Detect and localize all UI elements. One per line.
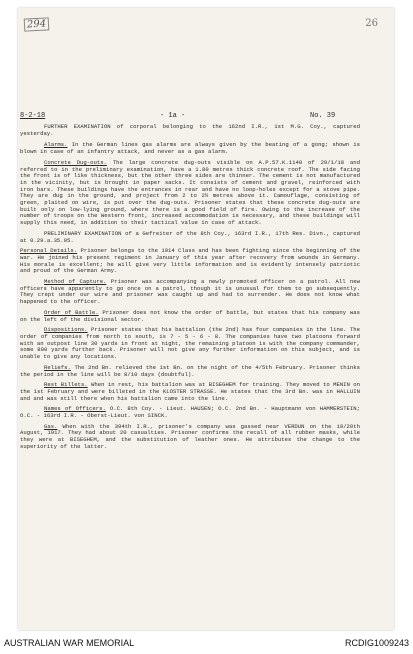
section-heading: Names of Officers.: [44, 405, 106, 413]
section-text: Prisoner does not know the order of battle, but states that his company was on the left of the divisional sector.: [20, 308, 360, 323]
archive-name: AUSTRALIAN WAR MEMORIAL: [4, 638, 135, 648]
section-method-of-capture: [20, 279, 360, 306]
section-heading: Reliefs.: [44, 363, 71, 371]
section-rest-billets: [20, 382, 360, 402]
section-text: The large concrete dug-outs visible on A.P.57.K.1140 of 29/1/18 and referred to in the preliminary examination, have a 1.80 metres thick concrete roof. The side facing the front is of like thickness, but the other three sides are thinner. The cement is not manufactured in the vicinity, but is brought in paper sacks. It consists of cement and gravel, reinforced with iron bars. These buildings have the entrances in rear and have no loop-holes except for a stove pipe. They are dug in the ground, and project from 2 to 2½ metres above it. Camouflage, consisting of green, plaited on wire, is put over the dug-outs. Prisoner states that these concrete dug-outs are built only on low-lying ground, where there is a good field of fire. Owing to the increase of the number of troops on the Western front, increased accommodation is necessary, and these buildings will supply this need, in addition to their tactical value in case of attack.: [20, 158, 360, 227]
archive-footer: [0, 634, 413, 654]
section-heading: Personal Details.: [20, 247, 78, 255]
section-heading: Gas.: [44, 422, 58, 430]
section-order-of-battle: [20, 310, 360, 323]
section-dispositions: [20, 327, 360, 361]
report-number: No. 39: [310, 112, 336, 120]
report-body: [20, 124, 360, 455]
section-concrete-dugouts: [20, 160, 360, 227]
section-personal-details: [20, 248, 360, 275]
section-text: When with the 394th I.R., prisoner's company was gassed near VERDUN on the 19/20th August, 1917. They had about 20 casualties. Prisoner confirms the recall of all rubber masks, while they were at BISEGHEM, and the substitution of leather ones. He attributes the change to the superiority of the latter.: [20, 422, 360, 450]
section-gas: [20, 424, 360, 451]
section-reliefs: [20, 365, 360, 378]
section-heading: Rest Billets.: [44, 381, 88, 389]
section-text: Prisoner was accompanying a newly promoted officer on a patrol. All new officers have apparently to go once on a patrol, though it is unusual for them to go subsequently. They crept under our wire and prisoner was caught up and had to surrender. He does not know what happened to the officer.: [20, 278, 360, 306]
section-text: In the German lines gas alarms are always given by the beating of a gong; shown is blown in case of an infantry attack, and never as a gas alarm.: [20, 141, 360, 156]
folio-stamp: 294: [24, 17, 50, 31]
report-title: FURTHER EXAMINATION of corporal belonging to the 162nd I.R., 1st M.G. Coy., captured yesterday.: [20, 123, 360, 137]
section-names-of-officers: [20, 406, 360, 419]
section-preliminary-title: [20, 231, 360, 244]
section-heading: Order of Battle.: [44, 308, 99, 316]
section-heading: Method of Capture.: [44, 278, 107, 286]
section-heading: Concrete Dug-outs.: [44, 158, 107, 166]
section-text: PRELIMINARY EXAMINATION of a Gefreiter of the 8th Coy., 163rd I.R., 17th Res. Divn., captured at 0.29.a.35.95.: [20, 229, 360, 244]
section-text: Prisoner states that his battalion (the 2nd) has four companies in the line. The order of companies from north to south, is 7 - 5 - 6 - 8. The companies have two platoons forward with an outpost line 30 yards in front at night, the remaining platoon is with the company commander, some 800 yards further back. Prisoner will not give any further information on this subject, and is unable to give any locations.: [20, 326, 360, 361]
page-number-stamp: 26: [365, 18, 378, 29]
record-id: RCDIG1009243: [344, 638, 409, 648]
section-text: The 2nd Bn. relieved the 1st Bn. on the night of the 4/5th February. Prisoner thinks the period in the line will be 8/10 days (doubtful).: [20, 363, 360, 378]
page-indicator: - 1a -: [160, 112, 186, 120]
section-alarms: [20, 142, 360, 155]
section-heading: Dispositions.: [44, 326, 88, 334]
section-text: When in rest, his battalion was at BISEGHEM for training. They moved to MENIN on the 1st February and were billeted in the KLOSTER STRASSE. He states that the 3rd Bn. was in HALLUIN and and was still there when his battalion came into the line.: [20, 381, 360, 402]
report-date: 8-2-18: [20, 112, 46, 120]
section-heading: Alarms.: [44, 141, 68, 149]
section-text: O.C. 8th Coy. - Lieut. HAUSEN; O.C. 2nd Bn. - Hauptmann von HAMMERSTEIN; O.C. - 163rd I.R. - Oberst-Lieut. von SINCK.: [20, 405, 360, 420]
section-text: Prisoner belongs to the 1914 Class and has been fighting since the beginning of the war. He joined his present regiment in January of this year after recovery from wounds in Germany. His morale is excellent; he will give very little information and is evidently intensely patriotic and proud of the German Army.: [20, 247, 360, 275]
